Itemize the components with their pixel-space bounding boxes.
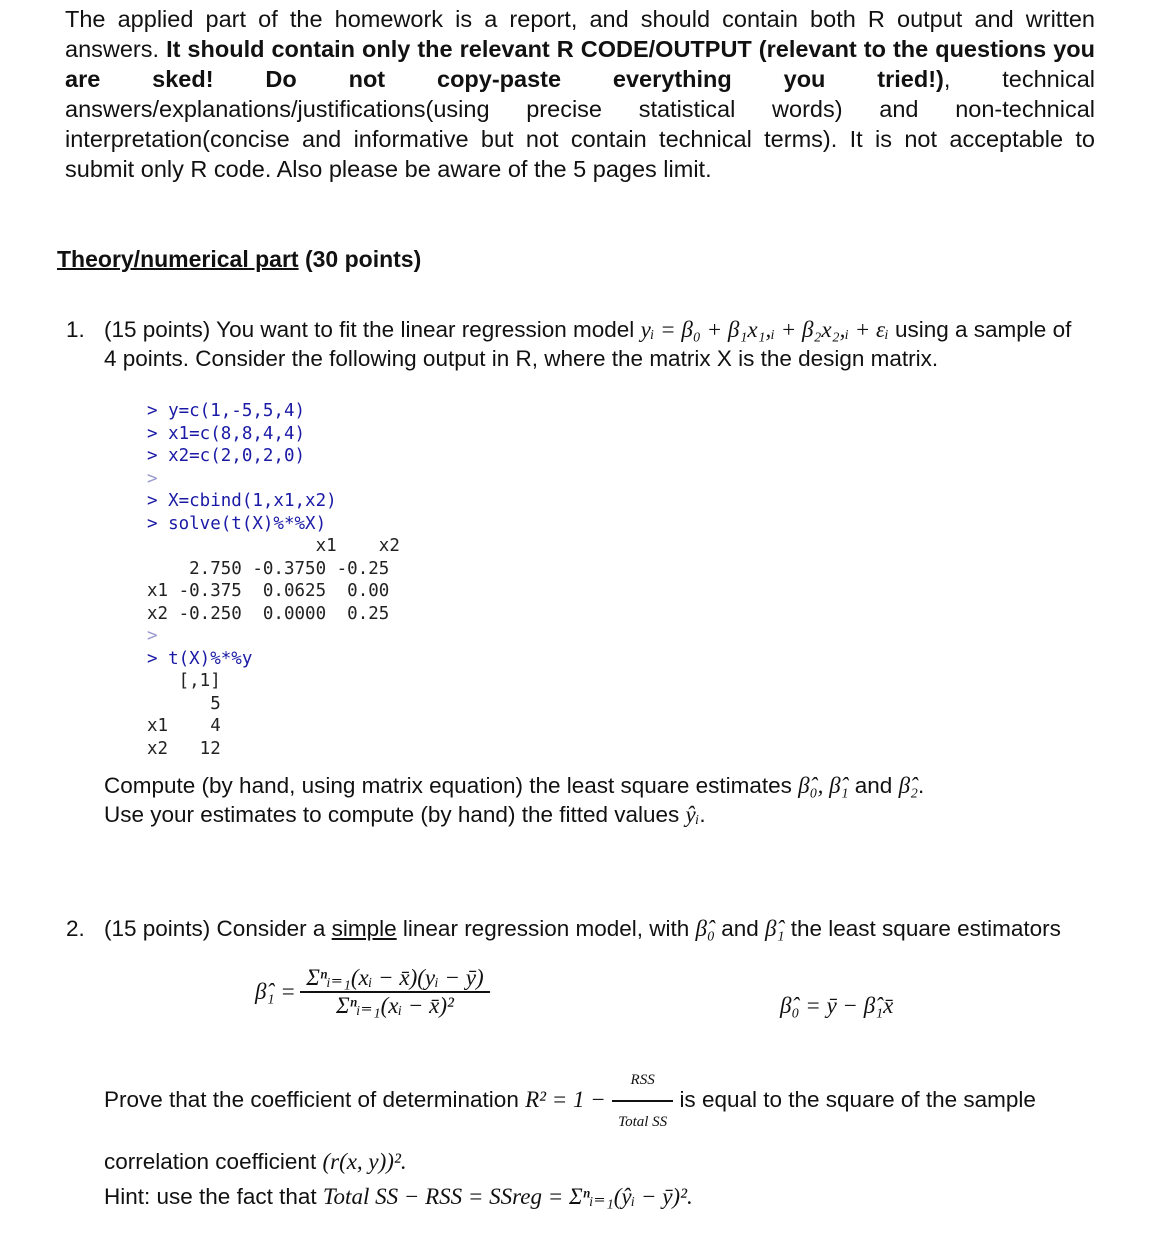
correlation-squared: (r(x, y))². — [322, 1149, 407, 1174]
code-line: [,1] — [147, 671, 221, 691]
q2-text-3: the least square estimators — [784, 916, 1061, 941]
q1-and: and — [848, 773, 899, 798]
code-line: > t(X)%*%y — [147, 648, 253, 669]
beta1-denominator: Σⁿᵢ₌₁(xᵢ − x̄)² — [335, 993, 454, 1018]
q1-fitted: ŷᵢ — [685, 802, 700, 827]
beta1-numerator: Σⁿᵢ₌₁(xᵢ − x̄)(yᵢ − ȳ) — [300, 965, 489, 993]
q2-text-2: linear regression model, with — [396, 916, 696, 941]
q1-period-2: . — [699, 802, 706, 827]
q1-text-2: using a sample of 4 points. Consider the following output in R, where the matrix X is the design matrix. — [104, 317, 1072, 371]
prove-statement — [104, 1060, 1094, 1211]
estimator-formulas — [255, 965, 955, 1045]
question-1 — [66, 315, 1076, 373]
homework-instructions — [65, 4, 1095, 184]
code-line: x2 -0.250 0.0000 0.25 — [147, 603, 390, 624]
code-line: x1 -0.375 0.0625 0.00 — [147, 581, 390, 601]
q1-task-line1: Compute (by hand, using matrix equation) the least square estimates — [104, 773, 799, 798]
q2-and: and — [715, 916, 766, 941]
section-heading — [57, 246, 421, 273]
code-line: > — [147, 468, 158, 489]
code-line: > x1=c(8,8,4,4) — [147, 423, 306, 444]
code-line: 5 — [147, 693, 221, 714]
code-line: x2 12 — [147, 738, 221, 759]
q1-task-line2: Use your estimates to compute (by hand) the fitted values — [104, 802, 686, 827]
rss-denominator: Total SS — [618, 1114, 668, 1130]
q2-beta1: β̂₁ — [765, 916, 785, 941]
prove-text: Prove that the coefficient of determination — [104, 1086, 526, 1112]
rss-fraction — [612, 1060, 673, 1142]
r-squared: R² = 1 − — [525, 1086, 606, 1112]
code-line: x1 x2 — [147, 536, 400, 556]
question-number: 2. — [66, 916, 85, 941]
beta1-fraction — [300, 965, 489, 1019]
q2-underlined-simple: simple — [331, 916, 397, 941]
rss-numerator: RSS — [612, 1060, 673, 1102]
beta0-formula: β̂₀ = ȳ − β̂₁x̄ — [780, 993, 894, 1018]
code-line: x1 4 — [147, 716, 221, 736]
q1-task — [104, 771, 1104, 829]
code-line: 2.750 -0.3750 -0.25 — [147, 558, 390, 579]
intro-text: The applied part of the homework is a report, and should contain both R output and written answers. — [65, 6, 1095, 62]
code-line: > y=c(1,-5,5,4) — [147, 401, 306, 421]
question-number: 1. — [66, 317, 85, 342]
code-line: > x2=c(2,0,2,0) — [147, 446, 306, 466]
q2-text: (15 points) Consider a — [104, 916, 332, 941]
question-2 — [66, 914, 1086, 943]
hint-equation: Total SS − RSS = SSreg = Σⁿᵢ₌₁(ŷᵢ − ȳ)². — [322, 1184, 693, 1209]
code-line: > X=cbind(1,x1,x2) — [147, 491, 337, 511]
q1-text: (15 points) You want to fit the linear regression model — [104, 317, 641, 342]
q2-beta0: β̂₀ — [695, 916, 715, 941]
code-line: > — [147, 626, 158, 646]
intro-bold-text: It should contain only the relevant R CODE/OUTPUT (relevant to the questions you are sked! Do not copy-paste everything you tried!) — [65, 36, 1095, 92]
code-line: > solve(t(X)%*%X) — [147, 513, 327, 534]
intro-text-2: , technical answers/explanations/justifications(using precise statistical words) and non-technical interpretation(concise and informative but not contain technical terms). It is not acceptable to submit only R code. Also please be aware of the 5 pages limit. — [65, 66, 1096, 182]
section-points: (30 points) — [298, 246, 422, 272]
section-title: Theory/numerical part — [57, 246, 299, 272]
q1-period: . — [918, 773, 925, 798]
prove-text-2: is equal to the square of the sample correlation coefficient — [104, 1086, 1036, 1174]
q1-estimates: β̂₀, β̂₁ — [798, 773, 849, 798]
r-console-output — [147, 400, 400, 760]
q1-estimate-b2: β̂₂ — [898, 773, 919, 798]
hint-text: Hint: use the fact that — [104, 1184, 323, 1209]
beta1-lhs: β̂₁ = — [255, 979, 296, 1004]
q1-model-equation: yᵢ = β₀ + β₁x₁,ᵢ + β₂x₂,ᵢ + εᵢ — [640, 317, 889, 342]
